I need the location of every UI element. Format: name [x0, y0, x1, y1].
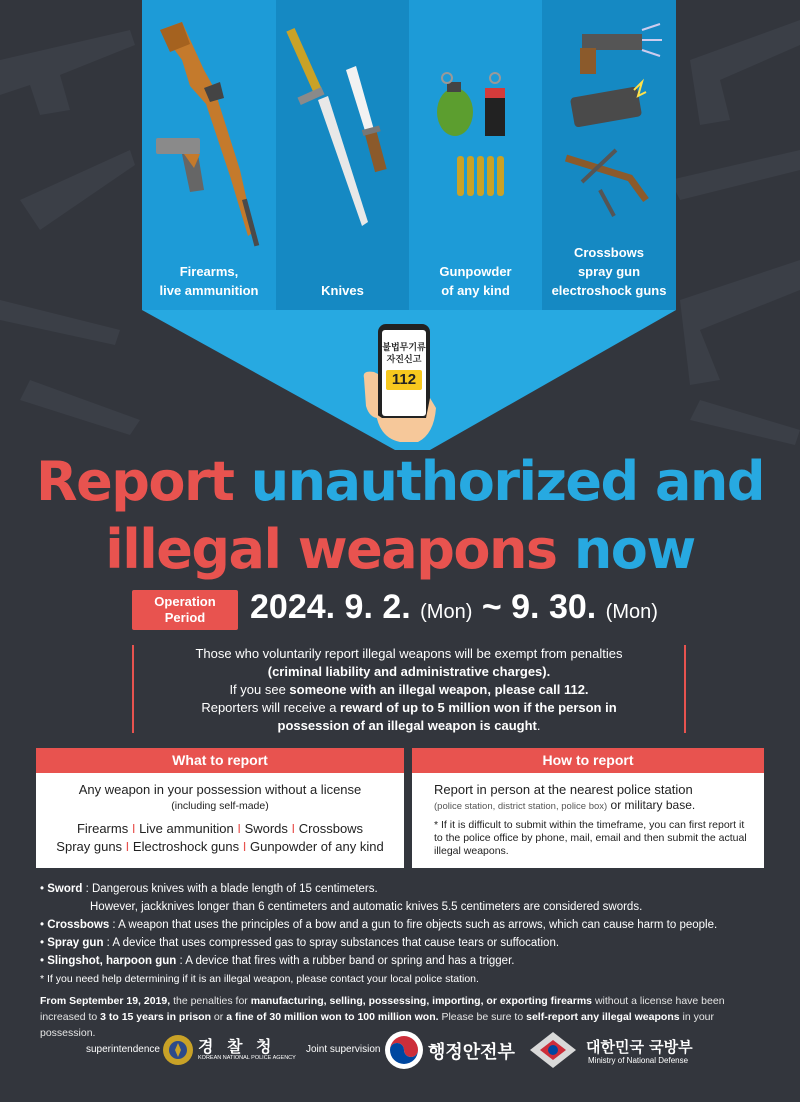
- crossbow-taser-icon: [542, 0, 676, 230]
- weapon-type-item: Live ammunition: [139, 821, 234, 836]
- headline-unauthorized: unauthorized and: [250, 450, 764, 513]
- what-items-row2: [36, 839, 404, 854]
- definition-item: • Sword : Dangerous knives with a blade length of 15 centimeters.: [40, 883, 378, 895]
- definition-item: [40, 898, 780, 916]
- intro-text: Reporters will receive a: [201, 700, 341, 715]
- panel-knives: [276, 0, 409, 310]
- definition-item: • Spray gun : A device that uses compressed gas to spray substances that cause tears or suffocation.: [40, 937, 560, 949]
- footer-logos: [0, 1030, 800, 1074]
- intro-line: [134, 717, 684, 735]
- period-tilde: ~: [481, 588, 502, 626]
- weapon-type-item: Crossbows: [298, 821, 364, 836]
- law-text: in your possession.: [40, 1011, 715, 1039]
- sword-knife-icon: [276, 0, 409, 250]
- phone-screen-line1: 불법무기류: [382, 343, 426, 353]
- intro-line: [134, 699, 684, 717]
- intro-text-bold: reward of up to 5 million won if the person in: [340, 700, 617, 715]
- police-emblem-icon: [162, 1034, 194, 1066]
- how-to-report-box: [412, 748, 764, 868]
- what-to-report-box: [36, 748, 404, 868]
- panel-label: Gunpowder of any kind: [439, 264, 512, 298]
- law-text: Please be sure to: [438, 1011, 527, 1023]
- period-start-day: (Mon): [420, 601, 473, 623]
- law-text: a fine of 30 million won to 100 million won.: [226, 1011, 439, 1023]
- how-main: Report in person at the nearest police station: [434, 782, 693, 797]
- definition-text: : A weapon that uses the principles of a bow and a gun to fire objects such as arrows, which can cause harm to people.: [109, 919, 718, 931]
- intro-line: [134, 681, 684, 699]
- mois-name: 행정안전부: [428, 1042, 515, 1063]
- what-items-row1: [36, 821, 404, 836]
- law-text: or: [211, 1011, 227, 1023]
- law-text: From September 19, 2019,: [40, 995, 171, 1007]
- intro-paragraph: [132, 645, 686, 733]
- what-sub: (including self-made): [171, 800, 269, 812]
- weapon-type-item: Swords: [244, 821, 288, 836]
- intro-line: (criminal liability and administrative charges).: [267, 664, 551, 679]
- mnd-emblem-icon: [528, 1030, 578, 1070]
- definition-term: Crossbows: [47, 919, 110, 931]
- mnd-name: 대한민국 국방부: [586, 1038, 693, 1056]
- definition-item: • Slingshot, harpoon gun : A device that fires with a rubber band or spring and has a trigger.: [40, 955, 515, 967]
- mois-emblem-icon: [384, 1030, 424, 1070]
- intro-text-bold: someone with an illegal weapon, please call 112.: [289, 682, 589, 697]
- definition-item: • Crossbows : A weapon that uses the principles of a bow and a gun to fire objects such as arrows, which can cause harm to people.: [40, 919, 718, 931]
- phone-report-illustration: [360, 318, 450, 458]
- weapon-type-item: Firearms: [76, 821, 129, 836]
- how-note: * If it is difficult to submit within the timeframe, you can first report it to the police office by phone, mail, email and then submit the actual illegal weapons.: [434, 819, 747, 857]
- period-end: 9. 30.: [511, 588, 597, 626]
- law-text: the penalties for: [170, 995, 251, 1007]
- panel-label: Firearms, live ammunition: [159, 264, 259, 298]
- how-sub2: or military base.: [607, 798, 696, 812]
- weapon-category-panels: [142, 0, 676, 310]
- definition-text: However, jackknives longer than 6 centimeters and automatic knives 5.5 centimeters are considered swords.: [90, 901, 643, 913]
- definition-term: Spray gun: [47, 937, 104, 949]
- item-separator: I: [239, 839, 250, 854]
- weapon-definitions: [40, 880, 780, 988]
- what-main: Any weapon in your possession without a license: [78, 782, 362, 797]
- definition-text: : A device that fires with a rubber band or spring and has a trigger.: [176, 955, 515, 967]
- phone-screen-line2: 자진신고: [386, 355, 422, 365]
- law-text: without a license have been increased to: [40, 995, 725, 1023]
- panel-gunpowder: [409, 0, 542, 310]
- what-to-report-title: What to report: [36, 748, 404, 773]
- headline-illegal-weapons: illegal weapons: [105, 518, 574, 581]
- how-sub: (police station, district station, police box): [434, 801, 608, 812]
- definition-term: Sword: [47, 883, 83, 895]
- headline: [0, 448, 800, 584]
- definition-term: Slingshot, harpoon gun: [47, 955, 177, 967]
- intro-text-bold: possession of an illegal weapon is caught: [277, 718, 537, 733]
- law-text: self-report any illegal weapons: [526, 1011, 680, 1023]
- operation-period: [132, 588, 692, 630]
- item-separator: I: [287, 821, 299, 836]
- period-end-day: (Mon): [605, 601, 658, 623]
- panel-firearms: [142, 0, 276, 310]
- police-name: 경 찰 청: [198, 1037, 276, 1056]
- operation-period-dates: [250, 588, 658, 627]
- intro-text: .: [536, 718, 541, 733]
- item-separator: I: [233, 821, 245, 836]
- item-separator: I: [122, 839, 133, 854]
- headline-now: now: [573, 518, 695, 581]
- item-separator: I: [128, 821, 140, 836]
- help-note: * If you need help determining if it is an illegal weapon, please contact your local police station.: [40, 973, 479, 985]
- definition-text: : A device that uses compressed gas to spray substances that cause tears or suffocation.: [103, 937, 560, 949]
- headline-word-report: Report: [35, 450, 251, 513]
- weapon-type-item: Gunpowder of any kind: [249, 839, 384, 854]
- superintendence-label: superintendence: [86, 1044, 160, 1055]
- rifle-pistol-icon: [142, 0, 276, 250]
- law-text: manufacturing, selling, possessing, importing, or exporting firearms: [250, 995, 593, 1007]
- panel-crossbows: [542, 0, 676, 310]
- panel-label: Crossbows spray gun electroshock guns: [551, 245, 667, 298]
- how-to-report-title: How to report: [412, 748, 764, 773]
- period-start: 2024. 9. 2.: [250, 588, 411, 626]
- police-name-en: KOREAN NATIONAL POLICE AGENCY: [198, 1055, 296, 1061]
- intro-line: Those who voluntarily report illegal weapons will be exempt from penalties: [195, 646, 623, 661]
- operation-period-badge: Operation Period: [132, 590, 238, 630]
- phone-number-badge: 112: [386, 370, 422, 390]
- panel-label: Knives: [321, 283, 364, 298]
- joint-supervision-label: Joint supervision: [306, 1044, 381, 1055]
- weapon-type-item: Electroshock guns: [132, 839, 240, 854]
- intro-text: If you see: [229, 682, 290, 697]
- definition-text: : Dangerous knives with a blade length of 15 centimeters.: [82, 883, 378, 895]
- grenade-ammo-icon: [409, 0, 542, 250]
- weapon-type-item: Spray guns: [56, 839, 123, 854]
- mnd-name-en: Ministry of National Defense: [588, 1056, 689, 1065]
- law-text: 3 to 15 years in prison: [100, 1011, 212, 1023]
